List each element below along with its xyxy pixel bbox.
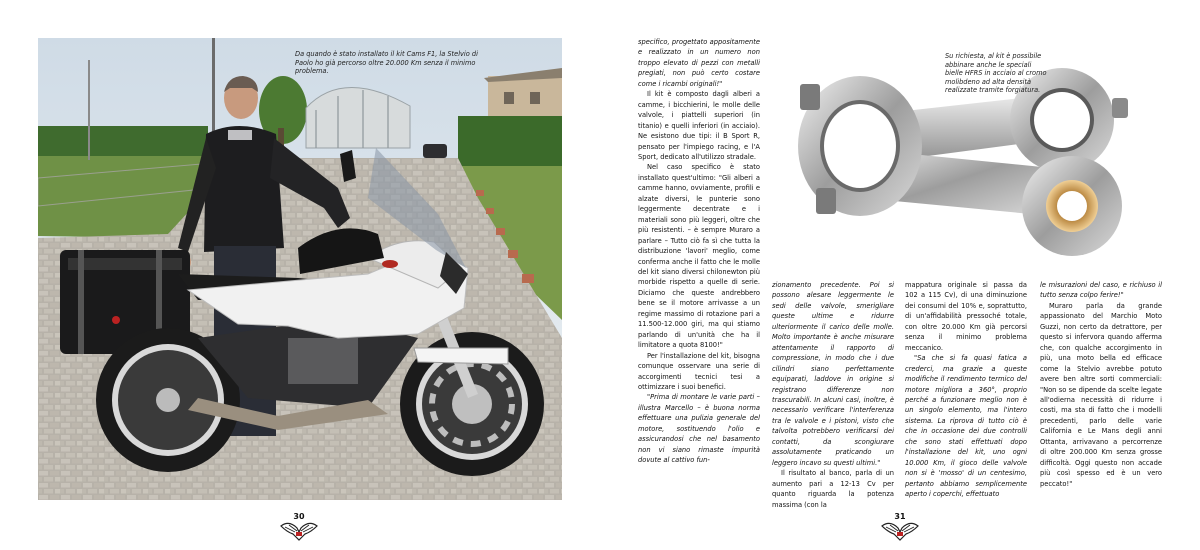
text-column-4 [1040, 280, 1162, 489]
col2-paragraph-1: zionamento precedente. Poi si possono alesare leggermente le sedi delle valvole, smerigliare queste ultime e ridurre ulteriormente il carico delle molle. Molto importante è anche misurare attentamente il rapporto di compressione, in modo che i due cilindri siano perfettamente equiparati, laddove in origine si registrano differenze non trascurabili. In alcuni casi, inoltre, è necessario verificare l'interferenza tra le valvole e i pistoni, visto che talvolta potrebbero verificarsi dei contatti, da scongiurare assolutamente praticando un leggero incavo su questi ultimi." [772, 281, 894, 467]
col1-paragraph-5: "Prima di montare le varie parti – illustra Marcello – è buona norma effettuare una pulizia generale del motore, sostituendo l'olio e assicurandosi che nel basamento non vi siano rimaste impurità dovute al cattivo fun- [638, 393, 760, 465]
motorcycle-photo [38, 38, 562, 500]
col1-paragraph-1: specifico, progettato appositamente e realizzato in un numero non troppo elevato di pezzi con metalli pregiati, non può certo costare come i ricambi originali!" [638, 38, 760, 88]
col1-paragraph-4: Per l'installazione del kit, bisogna comunque osservare una serie di accorgimenti tecnici tesi a ottimizzare i suoi benefici. [638, 351, 760, 391]
col4-paragraph-1: le misurazioni del caso, e richiuso il tutto senza colpo ferire!" [1040, 281, 1162, 300]
text-column-1 [638, 37, 760, 466]
left-photo-caption: Da quando è stato installato il kit Cams F1, la Stelvio di Paolo ho già percorso oltre 20.000 Km senza il minimo problema. [295, 50, 478, 76]
right-photo-caption: Su richiesta, al kit è possibile abbinare anche le speciali bielle HFRS in acciaio al cromo molibdeno ad alta densità realizzate tramite forgiatura. [945, 52, 1047, 95]
page-number-right: 31 [894, 512, 906, 521]
col3-paragraph-2: "Sa che si fa quasi fatica a crederci, ma grazie a queste modifiche il rendimento termico del motore migliora a 360°, proprio perché a funzionare meglio non è un singolo elemento, ma l'intero sistema. La riprova di tutto ciò è che in occasione dei due controlli che sono stati effettuati dopo l'installazione del kit, uno ogni 10.000 Km, il gioco delle valvole non si è 'mosso' di un centesimo, pertanto abbiamo semplicemente aperto i coperchi, effettuato [905, 354, 1027, 499]
col4-paragraph-2: Muraro parla da grande appassionato del Marchio Moto Guzzi, non certo da detrattore, per questo si infervora quando afferma che, con qualche accorgimento in più, una moto bella ed efficace come la Stelvio avrebbe potuto avere ben altre sorti commerciali: "Non so se dipende da scelte legate all'odierna necessità di ridurre i costi, ma sta di fatto che i modelli precedenti, parlo delle varie California e Le Mans degli anni Ottanta, arrivavano a percorrenze di oltre 200.000 Km senza grosse difficoltà. Oggi questo non accade più così spesso ed è un vero peccato!" [1040, 301, 1162, 488]
text-column-2 [772, 280, 894, 510]
col3-paragraph-1: mappatura originale si passa da 102 a 115 Cv), di una diminuzione dei consumi del 10% e, soprattutto, di un'affidabilità pressoché totale, con oltre 20.000 Km già percorsi senza il minimo problema meccanico. [905, 281, 1027, 352]
col1-paragraph-3: Nel caso specifico è stato installato quest'ultimo: "Gli alberi a camme hanno, ovviamente, profili e alzate diversi, le punterie sono leggermente decentrate e i materiali sono più leggeri, oltre che più resistenti. – è sempre Muraro a parlare – Tutto ciò fa sì che tutta la distribuzione 'lavori' meglio, come conferma anche il fatto che le molle del kit siano diversi chilonewton più morbide rispetto a quelle di serie. Diciamo che queste andrebbero bene se il motore arrivasse a un regime massimo di rotazione pari a 11.500-12.000 giri, ma qui stiamo parlando di un'unità che ha il limitatore a quota 8100!" [638, 163, 760, 350]
col2-paragraph-2: Il risultato al banco, parla di un aumento pari a 12-13 Cv per quanto riguarda la potenza massima (con la [772, 469, 894, 509]
moto-guzzi-eagle-logo-left [279, 518, 319, 542]
col1-paragraph-2: Il kit è composto dagli alberi a camme, i bicchierini, le molle delle valvole, i piattelli superiori (in titanio) e quelli inferiori (in acciaio). Ne esistono due tipi: il B Sport R, pensato per l'impiego racing, e l'A Sport, dedicato all'utilizzo stradale. [638, 90, 760, 161]
page-number-left: 30 [293, 512, 305, 521]
motorcycle-photo-illustration [38, 38, 562, 500]
moto-guzzi-eagle-logo-right [880, 518, 920, 542]
text-column-3 [905, 280, 1027, 500]
